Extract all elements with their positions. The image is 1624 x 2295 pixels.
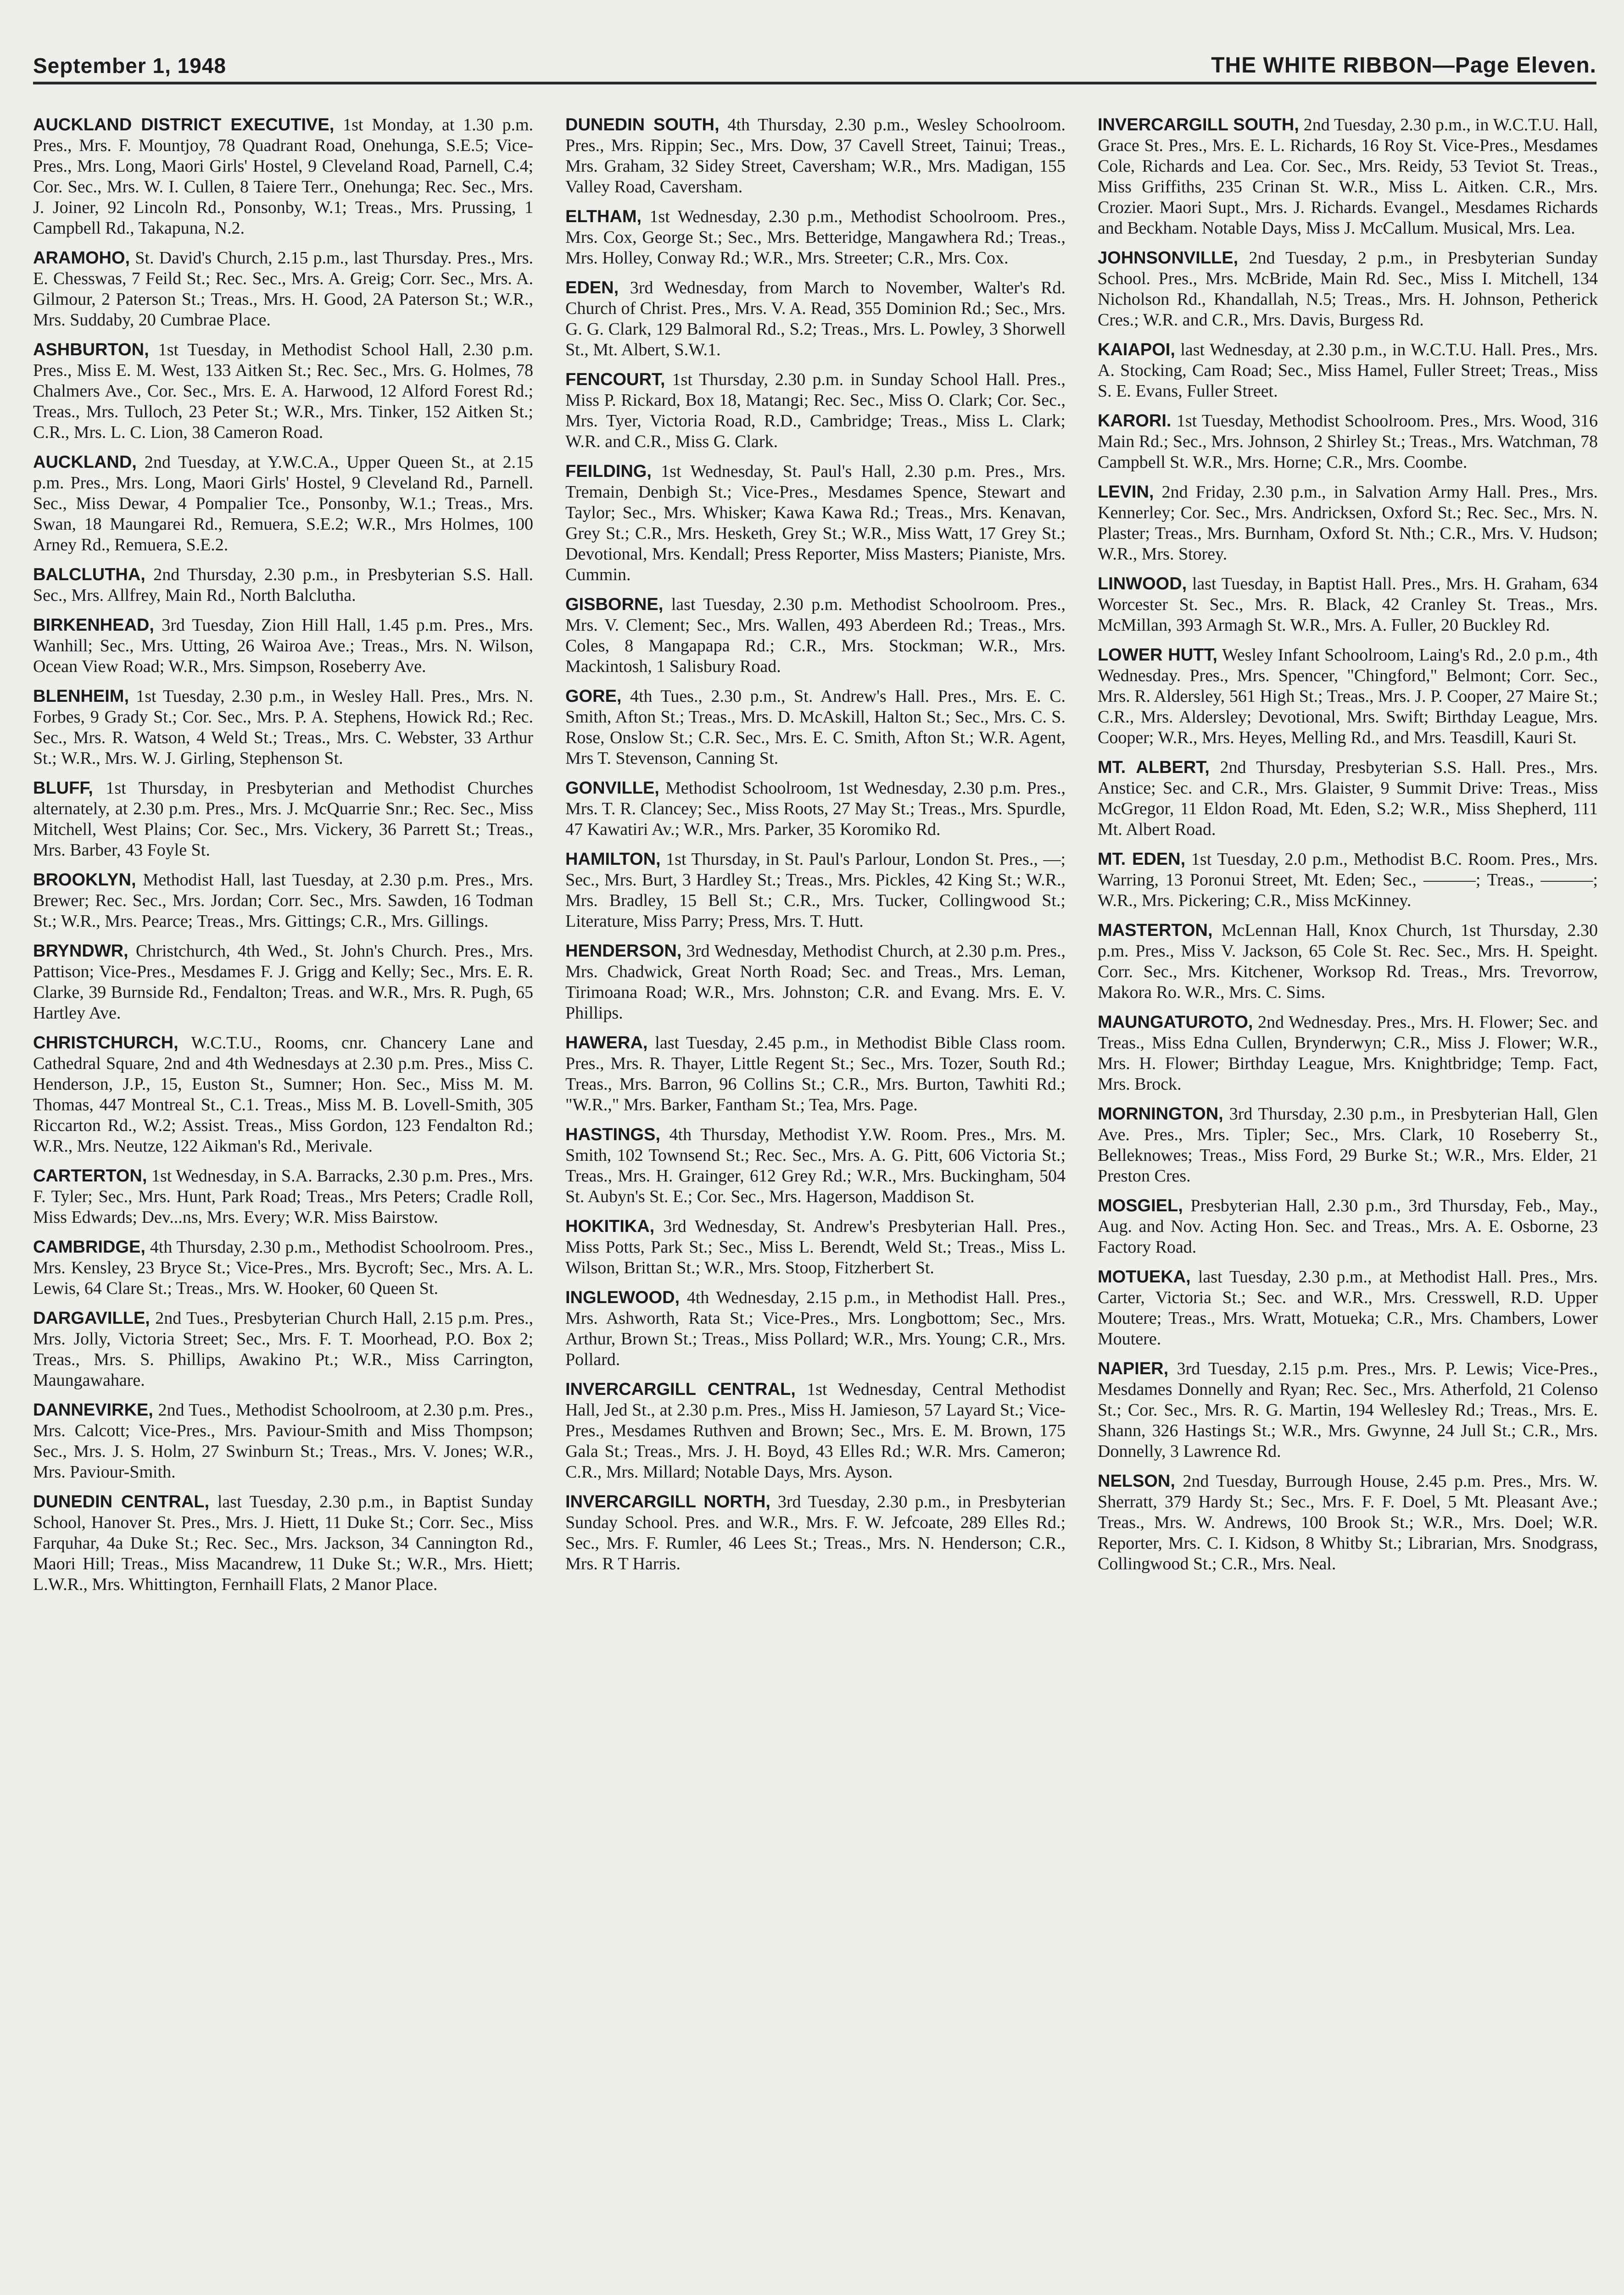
branch-name: EDEN, (565, 278, 619, 297)
branch-name: MT. ALBERT, (1098, 758, 1210, 777)
branch-details: 2nd Thursday, 2.30 p.m., in Presbyterian S.S. Hall. Sec., Mrs. Allfrey, Main Rd., North Balclutha. (33, 565, 533, 605)
branch-name: LINWOOD, (1098, 574, 1187, 593)
branch-details: last Tuesday, 2.30 p.m., at Methodist Hall. Pres., Mrs. Carter, Victoria St.; Sec. and W.R., Mrs. Cresswell, R.D. Upper Moutere; Treas., Mrs. Wratt, Motueka; C.R., Mrs. Chambers, Lower Moutere. (1098, 1267, 1598, 1349)
branch-entry (1098, 340, 1598, 402)
branch-entry (33, 1308, 533, 1391)
branch-name: NELSON, (1098, 1472, 1175, 1491)
branch-entry (33, 686, 533, 769)
branch-name: GORE, (565, 687, 622, 706)
branch-entry (565, 1379, 1066, 1483)
branch-entry (33, 452, 533, 555)
branch-entry (1098, 1104, 1598, 1187)
branch-details: 2nd Tues., Presbyterian Church Hall, 2.15 p.m. Pres., Mrs. Jolly, Victoria Street; Sec., Mrs. F. T. Moorhead, P.O. Box 2; Treas., Mrs. S. Phillips, Awakino Pt.; W.R., Miss Carrington, Maungawahare. (33, 1309, 533, 1390)
column-3 (1098, 115, 1598, 2295)
branch-entry (33, 1166, 533, 1228)
branch-name: AUCKLAND DISTRICT EXECUTIVE, (33, 115, 335, 134)
branch-details: Presbyterian Hall, 2.30 p.m., 3rd Thursday, Feb., May., Aug. and Nov. Acting Hon. Sec. and Treas., Mrs. A. E. Osborne, 23 Factory Road. (1098, 1196, 1598, 1257)
branch-details: 1st Tuesday, Methodist Schoolroom. Pres., Mrs. Wood, 316 Main Rd.; Sec., Mrs. Johnson, 2 Shirley St.; Treas., Mrs. Watchman, 78 Campbell St. W.R., Mrs. Horne; C.R., Mrs. Coombe. (1098, 411, 1598, 472)
branch-name: MOSGIEL, (1098, 1196, 1183, 1215)
branch-details: 2nd Tuesday, Burrough House, 2.45 p.m. Pres., Mrs. W. Sherratt, 379 Hardy St.; Sec., Mrs. F. F. Doel, 5 Mt. Pleasant Ave.; Treas., Mrs. W. Andrews, 100 Brook St.; W.R., Mrs. Doel; W.R. Reporter, Mrs. C. I. Kidson, 8 Whitby St.; Librarian, Mrs. Snodgrass, Collingwood St.; C.R., Mrs. Neal. (1098, 1472, 1598, 1573)
branch-details: last Tuesday, 2.45 p.m., in Methodist Bible Class room. Pres., Mrs. R. Thayer, Little Regent St.; Sec., Mrs. Tozer, South Rd.; Treas., Mrs. Barron, 96 Collins St.; C.R., Mrs. Burton, Tawhiti Rd.; "W.R.," Mrs. Barker, Fantham St.; Tea, Mrs. Page. (565, 1033, 1066, 1114)
branch-name: DUNEDIN CENTRAL, (33, 1492, 210, 1511)
branch-details: last Tuesday, 2.30 p.m., in Baptist Sunday School, Hanover St. Pres., Mrs. J. Hiett, 11 Duke St.; Corr. Sec., Miss Farquhar, 4a Duke St.; Rec. Sec., Mrs. Jackson, 34 Cannington Rd., Maori Hill; Treas., Miss Macandrew, 11 Duke St.; W.R., Mrs. Hiett; L.W.R., Mrs. Whittington, Fernhaill Flats, 2 Manor Place. (33, 1492, 533, 1594)
branch-entry (1098, 115, 1598, 239)
branch-details: 2nd Tuesday, at Y.W.C.A., Upper Queen St., at 2.15 p.m. Pres., Mrs. Long, Maori Girls' Hostel, 9 Cleveland Rd., Parnell. Sec., Miss Dewar, 4 Pompalier Tce., Ponsonby, W.1.; Treas., Mrs. Swan, 18 Maungarei Rd., Remuera, S.E.2; W.R., Mrs Holmes, 100 Arney Rd., Remuera, S.E.2. (33, 453, 533, 554)
branch-name: FENCOURT, (565, 370, 665, 389)
branch-entry (1098, 574, 1598, 636)
branch-details: 1st Tuesday, 2.30 p.m., in Wesley Hall. Pres., Mrs. N. Forbes, 9 Grady St.; Cor. Sec., Mrs. P. A. Stephens, Howick Rd.; Rec. Sec., Mrs. R. Watson, 4 Weld St.; Treas., Mrs. C. Webster, 33 Arthur St.; W.R., Mrs. W. J. Girling, Stephenson St. (33, 687, 533, 768)
branch-entry (565, 1492, 1066, 1574)
branch-entry (1098, 849, 1598, 911)
branch-name: HENDERSON, (565, 941, 682, 961)
publication-title: THE WHITE RIBBON—Page Eleven. (1211, 53, 1596, 78)
branch-name: ELTHAM, (565, 207, 642, 226)
branch-name: LEVIN, (1098, 482, 1154, 502)
branch-details: 2nd Wednesday. Pres., Mrs. H. Flower; Sec. and Treas., Miss Edna Cullen, Brynderwyn; C.R., Miss J. Flower; W.R., Mrs. H. Flower; Birthday League, Mrs. Knightbridge; Temp. Fact, Mrs. Brock. (1098, 1013, 1598, 1094)
branch-entry (1098, 757, 1598, 840)
branch-entry (565, 1216, 1066, 1278)
branch-details: W.C.T.U., Rooms, cnr. Chancery Lane and Cathedral Square, 2nd and 4th Wednesdays at 2.30 p.m. Pres., Miss C. Henderson, J.P., 15, Euston St., Sumner; Hon. Sec., Miss M. M. Thomas, 447 Montreal St., C.1. Treas., Miss M. B. Lovell-Smith, 305 Riccarton Rd., W.2; Assist. Treas., Miss Gordon, 123 Fendalton Rd.; W.R., Mrs. Neutze, 122 Aikman's Rd., Merivale. (33, 1033, 533, 1156)
branch-entry (1098, 645, 1598, 748)
branch-entry (565, 207, 1066, 269)
branch-name: INGLEWOOD, (565, 1288, 680, 1307)
branch-name: BRYNDWR, (33, 941, 128, 961)
branch-entry (1098, 1196, 1598, 1258)
branch-entry (565, 461, 1066, 585)
branch-name: ARAMOHO, (33, 248, 130, 268)
branch-name: DANNEVIRKE, (33, 1400, 153, 1420)
branch-details: 4th Thursday, 2.30 p.m., Methodist Schoolroom. Pres., Mrs. Kensley, 23 Bryce St.; Vice-Pres., Mrs. Bycroft; Sec., Mrs. A. L. Lewis, 64 Clare St.; Treas., Mrs. W. Hooker, 60 Queen St. (33, 1237, 533, 1298)
branch-details: 1st Thursday, 2.30 p.m. in Sunday School Hall. Pres., Miss P. Rickard, Box 18, Matangi; Rec. Sec., Miss O. Clark; Cor. Sec., Mrs. Tyer, Victoria Road, R.D., Cambridge; Treas., Miss L. Clark; W.R. and C.R., Miss G. Clark. (565, 370, 1066, 451)
branch-entry (33, 565, 533, 606)
branch-details: 2nd Friday, 2.30 p.m., in Salvation Army Hall. Pres., Mrs. Kennerley; Cor. Sec., Mrs. Andricksen, Oxford St.; Rec. Sec., Mrs. N. Plaster; Treas., Mrs. Burnham, Oxford St. Nth.; C.R., Mrs. V. Hudson; W.R., Mrs. Storey. (1098, 482, 1598, 564)
branch-entry (565, 849, 1066, 932)
branch-name: GONVILLE, (565, 778, 659, 798)
branch-entry (1098, 411, 1598, 473)
branch-name: BLUFF, (33, 778, 93, 798)
branch-entry (33, 1400, 533, 1483)
branch-details: 2nd Tuesday, 2.30 p.m., in W.C.T.U. Hall, Grace St. Pres., Mrs. E. L. Richards, 16 Roy St. Vice-Pres., Mesdames Cole, Richards and Lea. Cor. Sec., Mrs. Reidy, 53 Teviot St. Treas., Miss Griffiths, 235 Crinan St. W.R., Miss L. Aitken. C.R., Mrs. Crozier. Maori Supt., Mrs. J. Richards. Evangel., Mesdames Richards and Beckham. Notable Days, Miss J. McCallum. Musical, Mrs. Lea. (1098, 115, 1598, 238)
branch-details: 4th Wednesday, 2.15 p.m., in Methodist Hall. Pres., Mrs. Ashworth, Rata St.; Vice-Pres., Mrs. Longbottom; Sec., Mrs. Arthur, Brown St.; Treas., Miss Pollard; W.R., Mrs. Young; C.R., Mrs. Pollard. (565, 1288, 1066, 1369)
branch-name: BALCLUTHA, (33, 565, 145, 584)
branch-details: 2nd Tues., Methodist Schoolroom, at 2.30 p.m. Pres., Mrs. Calcott; Vice-Pres., Mrs. Paviour-Smith and Miss Thompson; Sec., Mrs. J. S. Holm, 27 Swinburn St.; Treas., Mrs. V. Jones; W.R., Mrs. Paviour-Smith. (33, 1400, 533, 1482)
branch-name: HASTINGS, (565, 1125, 660, 1144)
branch-name: MASTERTON, (1098, 921, 1213, 940)
branch-details: 3rd Tuesday, 2.15 p.m. Pres., Mrs. P. Lewis; Vice-Pres., Mesdames Donnelly and Ryan; Rec. Sec., Mrs. Atherfold, 21 Colenso St.; Cor. Sec., Mrs. R. G. Martin, 194 Wellesley Rd.; Treas., Mrs. E. Shann, 326 Hastings St.; W.R., Mrs. Gwynne, 24 Jull St.; C.R., Mrs. Donnelly, 3 Lawrence Rd. (1098, 1359, 1598, 1461)
branch-name: HOKITIKA, (565, 1217, 655, 1236)
branch-name: INVERCARGILL SOUTH, (1098, 115, 1299, 134)
branch-name: KAIAPOI, (1098, 340, 1175, 359)
branch-details: 1st Wednesday, St. Paul's Hall, 2.30 p.m. Pres., Mrs. Tremain, Denbigh St.; Vice-Pres., Mesdames Spence, Stewart and Taylor; Sec., Mrs. Whisker; Kawa Kawa Rd.; Treas., Mrs. Kenavan, Grey St.; C.R., Mrs. Hesketh, Grey St.; W.R., Miss Watt, 17 Grey St.; Devotional, Mrs. Kendall; Press Reporter, Miss Masters; Pianiste, Mrs. Cummin. (565, 462, 1066, 584)
branch-name: BROOKLYN, (33, 870, 136, 890)
branch-details: 3rd Wednesday, St. Andrew's Presbyterian Hall. Pres., Miss Potts, Park St.; Sec., Miss L. Berendt, Weld St.; Treas., Miss L. Wilson, Brittan St.; W.R., Mrs. Stoop, Fitzherbert St. (565, 1217, 1066, 1277)
branch-entry (565, 115, 1066, 197)
branch-details: 1st Thursday, in Presbyterian and Methodist Churches alternately, at 2.30 p.m. Pres., Mrs. J. McQuarrie Snr.; Rec. Sec., Miss Mitchell, West Plains; Cor. Sec., Mrs. Vickery, 36 Parrett St.; Treas., Mrs. Barber, 43 Foyle St. (33, 778, 533, 860)
branch-entry (1098, 920, 1598, 1003)
branch-entry (1098, 1359, 1598, 1462)
branch-name: DARGAVILLE, (33, 1309, 150, 1328)
branch-details: 1st Thursday, in St. Paul's Parlour, London St. Pres., —; Sec., Mrs. Burt, 3 Hardley St.; Treas., Mrs. Pickles, 42 King St.; W.R., Mrs. Bradley, 15 Bell St.; C.R., Mrs. Tucker, Collingwood St.; Literature, Miss Parry; Press, Mrs. T. Hutt. (565, 850, 1066, 931)
branch-details: Wesley Infant Schoolroom, Laing's Rd., 2.0 p.m., 4th Wednesday. Pres., Mrs. Spencer, "Chingford," Belmont; Corr. Sec., Mrs. R. Aldersley, 561 High St.; Treas., Mrs. J. P. Cooper, 27 Maire St.; C.R., Mrs. Aldersley; Devotional, Mrs. Swift; Birthday League, Mrs. Cooper; W.R., Mrs. Heyes, Melling Rd., and Mrs. Teasdill, Kauri St. (1098, 645, 1598, 747)
branch-entry (565, 1287, 1066, 1370)
branch-details: 1st Tuesday, 2.0 p.m., Methodist B.C. Room. Pres., Mrs. Warring, 13 Poronui Street, Mt. Eden; Sec., ———; Treas., ———; W.R., Mrs. Pickering; C.R., Miss McKinney. (1098, 850, 1598, 910)
branch-entry (565, 778, 1066, 840)
branch-entry (33, 1492, 533, 1595)
branch-entry (565, 369, 1066, 452)
branch-details: 4th Thursday, 2.30 p.m., Wesley Schoolroom. Pres., Mrs. Rippin; Sec., Mrs. Dow, 37 Cavell Street, Tainui; Treas., Mrs. Graham, 32 Sidey Street, Caversham; W.R., Mrs. Madigan, 155 Valley Road, Caversham. (565, 115, 1066, 196)
branch-name: MAUNGATUROTO, (1098, 1013, 1253, 1032)
branch-name: GISBORNE, (565, 595, 664, 614)
branch-entry (1098, 1471, 1598, 1574)
branch-details: 1st Wednesday, 2.30 p.m., Methodist Schoolroom. Pres., Mrs. Cox, George St.; Sec., Mrs. Betteridge, Mangawhera Rd.; Treas., Mrs. Holley, Conway Rd.; W.R., Mrs. Streeter; C.R., Mrs. Cox. (565, 207, 1066, 268)
branch-name: LOWER HUTT, (1098, 645, 1217, 665)
branch-details: last Tuesday, in Baptist Hall. Pres., Mrs. H. Graham, 634 Worcester St. Sec., Mrs. R. Black, 42 Cranley St. Treas., Mrs. McMillan, 393 Armagh St. W.R., Mrs. A. Fuller, 20 Buckley Rd. (1098, 574, 1598, 635)
branch-details: Methodist Schoolroom, 1st Wednesday, 2.30 p.m. Pres., Mrs. T. R. Clancey; Sec., Miss Roots, 27 May St.; Treas., Mrs. Spurdle, 47 Kawatiri Av.; W.R., Mrs. Parker, 35 Koromiko Rd. (565, 778, 1066, 839)
branch-details: 2nd Tuesday, 2 p.m., in Presbyterian Sunday School. Pres., Mrs. McBride, Main Rd. Sec., Miss I. Mitchell, 134 Nicholson Rd., Khandallah, N.5; Treas., Mrs. H. Johnson, Petherick Cres.; W.R. and C.R., Mrs. Davis, Burgess Rd. (1098, 248, 1598, 330)
branch-details: 2nd Thursday, Presbyterian S.S. Hall. Pres., Mrs. Anstice; Sec. and C.R., Mrs. Glaister, 9 Summit Drive: Treas., Miss McGregor, 11 Eldon Road, Mt. Eden, S.2; W.R., Miss Shepherd, 111 Mt. Albert Road. (1098, 758, 1598, 839)
branch-name: KARORI. (1098, 411, 1172, 431)
branch-entry (1098, 1012, 1598, 1095)
branch-name: CAMBRIDGE, (33, 1237, 145, 1257)
branch-details: 4th Tues., 2.30 p.m., St. Andrew's Hall. Pres., Mrs. E. C. Smith, Afton St.; Treas., Mrs. D. McAskill, Halton St.; Sec., Mrs. C. S. Rose, Onslow St.; C.R. Sec., Mrs. E. C. Smith, Afton St.; W.R. Agent, Mrs T. Stevenson, Canning St. (565, 687, 1066, 768)
branch-details: 1st Wednesday, in S.A. Barracks, 2.30 p.m. Pres., Mrs. F. Tyler; Sec., Mrs. Hunt, Park Road; Treas., Mrs Peters; Cradle Roll, Miss Edwards; Dev...ns, Mrs. Every; W.R. Miss Bairstow. (33, 1166, 533, 1227)
branch-entry (565, 594, 1066, 677)
issue-date: September 1, 1948 (33, 54, 227, 78)
branch-name: FEILDING, (565, 462, 652, 481)
directory-columns (33, 115, 1598, 2295)
branch-name: HAWERA, (565, 1033, 648, 1052)
branch-entry (565, 1033, 1066, 1115)
branch-name: BIRKENHEAD, (33, 616, 154, 635)
branch-entry (565, 1125, 1066, 1207)
branch-name: MORNINGTON, (1098, 1104, 1223, 1124)
branch-name: INVERCARGILL NORTH, (565, 1492, 770, 1511)
branch-name: HAMILTON, (565, 850, 661, 869)
branch-name: CHRISTCHURCH, (33, 1033, 179, 1052)
branch-name: NAPIER, (1098, 1359, 1169, 1378)
branch-entry (33, 1237, 533, 1299)
branch-name: MOTUEKA, (1098, 1267, 1191, 1287)
branch-details: 4th Thursday, Methodist Y.W. Room. Pres., Mrs. M. Smith, 102 Townsend St.; Rec. Sec., Mrs. A. G. Pitt, 606 Victoria St.; Treas., Mrs. H. Grainger, 612 Grey Rd.; W.R., Mrs. Buckingham, 504 St. Aubyn's St. E.; Cor. Sec., Mrs. Hagerson, Maddison St. (565, 1125, 1066, 1206)
branch-entry (33, 615, 533, 677)
branch-name: AUCKLAND, (33, 453, 137, 472)
branch-details: Methodist Hall, last Tuesday, at 2.30 p.m. Pres., Mrs. Brewer; Rec. Sec., Mrs. Jordan; Corr. Sec., Mrs. Sawden, 16 Todman St.; W.R., Mrs. Pearce; Treas., Mrs. Gittings; C.R., Mrs. Gillings. (33, 870, 533, 931)
branch-details: 3rd Thursday, 2.30 p.m., in Presbyterian Hall, Glen Ave. Pres., Mrs. Tipler; Sec., Mrs. Clark, 10 Roseberry St., Belleknowes; Treas., Miss Ford, 29 Burke St.; W.R., Mrs. Elder, 21 Preston Cres. (1098, 1104, 1598, 1186)
branch-name: INVERCARGILL CENTRAL, (565, 1380, 796, 1399)
branch-entry (33, 941, 533, 1024)
branch-details: Christchurch, 4th Wed., St. John's Church. Pres., Mrs. Pattison; Vice-Pres., Mesdames F. J. Grigg and Kelly; Sec., Mrs. E. R. Clarke, 39 Burnside Rd., Fendalton; Treas. and W.R., Mrs. R. Pugh, 65 Hartley Ave. (33, 941, 533, 1023)
branch-details: 1st Monday, at 1.30 p.m. Pres., Mrs. F. Mountjoy, 78 Quadrant Road, Onehunga, S.E.5; Vice-Pres., Mrs. Long, Maori Girls' Hostel, 9 Cleveland Road, Parnell, C.4; Cor. Sec., Mrs. W. I. Cullen, 8 Taiere Terr., Onehunga; Rec. Sec., Mrs. J. Joiner, 92 Lincoln Rd., Ponsonby, W.1; Treas., Mrs. Prussing, 1 Campbell Rd., Takapuna, N.2. (33, 115, 533, 238)
branch-name: JOHNSONVILLE, (1098, 248, 1239, 268)
branch-details: 3rd Tuesday, Zion Hill Hall, 1.45 p.m. Pres., Mrs. Wanhill; Sec., Mrs. Utting, 26 Wairoa Ave.; Treas., Mrs. N. Wilson, Ocean View Road; W.R., Mrs. Simpson, Roseberry Ave. (33, 616, 533, 676)
branch-details: 1st Wednesday, Central Methodist Hall, Jed St., at 2.30 p.m. Pres., Miss H. Jamieson, 57 Layard St.; Vice-Pres., Mesdames Ruthven and Brown; Sec., Mrs. E. M. Brown, 175 Gala St.; Treas., Mrs. J. H. Boyd, 43 Elles Rd.; W.R. Mrs. Cameron; C.R., Mrs. Millard; Notable Days, Mrs. Ayson. (565, 1380, 1066, 1482)
branch-entry (33, 248, 533, 330)
branch-entry (33, 115, 533, 239)
column-1 (33, 115, 533, 2295)
branch-details: 3rd Wednesday, Methodist Church, at 2.30 p.m. Pres., Mrs. Chadwick, Great North Road; Sec. and Treas., Mrs. Leman, Tirimoana Road; W.R., Mrs. Johnston; C.R. and Evang. Mrs. E. V. Phillips. (565, 941, 1066, 1023)
column-2 (565, 115, 1066, 2295)
branch-details: last Wednesday, at 2.30 p.m., in W.C.T.U. Hall. Pres., Mrs. A. Stocking, Cam Road; Sec., Miss Hamel, Fuller Street; Treas., Miss S. E. Evans, Fuller Street. (1098, 340, 1598, 401)
branch-details: St. David's Church, 2.15 p.m., last Thursday. Pres., Mrs. E. Chesswas, 7 Feild St.; Rec. Sec., Mrs. A. Greig; Corr. Sec., Mrs. A. Gilmour, 2 Paterson St.; Treas., Mrs. H. Good, 2A Paterson St.; W.R., Mrs. Suddaby, 20 Cumbrae Place. (33, 248, 533, 330)
branch-name: MT. EDEN, (1098, 850, 1186, 869)
branch-details: 3rd Wednesday, from March to November, Walter's Rd. Church of Christ. Pres., Mrs. V. A. Read, 355 Dominion Rd.; Sec., Mrs. G. G. Clark, 129 Balmoral Rd., S.2; Treas., Mrs. L. Powley, 3 Shorwell St., Mt. Albert, S.W.1. (565, 278, 1066, 359)
branch-details: 1st Tuesday, in Methodist School Hall, 2.30 p.m. Pres., Miss E. M. West, 133 Aitken St.; Rec. Sec., Mrs. G. Holmes, 78 Chalmers Ave., Cor. Sec., Mrs. E. A. Harwood, 12 Alford Forest Rd.; Treas., Mrs. Tulloch, 23 Peter St.; W.R., Mrs. Tinker, 152 Aitken St.; C.R., Mrs. L. C. Lion, 38 Cameron Road. (33, 340, 533, 442)
branch-entry (565, 278, 1066, 360)
branch-name: ASHBURTON, (33, 340, 149, 359)
branch-name: DUNEDIN SOUTH, (565, 115, 720, 134)
header-rule (33, 82, 1596, 84)
branch-entry (1098, 248, 1598, 330)
branch-name: BLENHEIM, (33, 687, 129, 706)
branch-entry (33, 340, 533, 443)
branch-entry (565, 941, 1066, 1024)
page-header (33, 28, 1596, 78)
branch-entry (565, 686, 1066, 769)
branch-details: last Tuesday, 2.30 p.m. Methodist Schoolroom. Pres., Mrs. V. Clement; Sec., Mrs. Wallen, 493 Aberdeen Rd.; Treas., Mrs. Coles, 8 Mangapapa Rd.; C.R., Mrs. Stockman; W.R., Mrs. Mackintosh, 1 Salisbury Road. (565, 595, 1066, 676)
branch-entry (33, 778, 533, 861)
branch-entry (1098, 1267, 1598, 1349)
branch-entry (33, 870, 533, 932)
branch-entry (33, 1033, 533, 1157)
branch-details: 3rd Tuesday, 2.30 p.m., in Presbyterian Sunday School. Pres. and W.R., Mrs. F. W. Jefcoate, 289 Elles Rd.; Sec., Mrs. F. Rumler, 46 Lees St.; Treas., Mrs. N. Henderson; C.R., Mrs. R T Harris. (565, 1492, 1066, 1573)
branch-name: CARTERTON, (33, 1166, 147, 1186)
branch-entry (1098, 482, 1598, 565)
branch-details: McLennan Hall, Knox Church, 1st Thursday, 2.30 p.m. Pres., Miss V. Jackson, 65 Cole St. Rec. Sec., Mrs. H. Speight. Corr. Sec., Mrs. Kitchener, Worksop Rd. Treas., Mrs. Trevorrow, Makora Ro. W.R., Mrs. C. Sims. (1098, 921, 1598, 1002)
